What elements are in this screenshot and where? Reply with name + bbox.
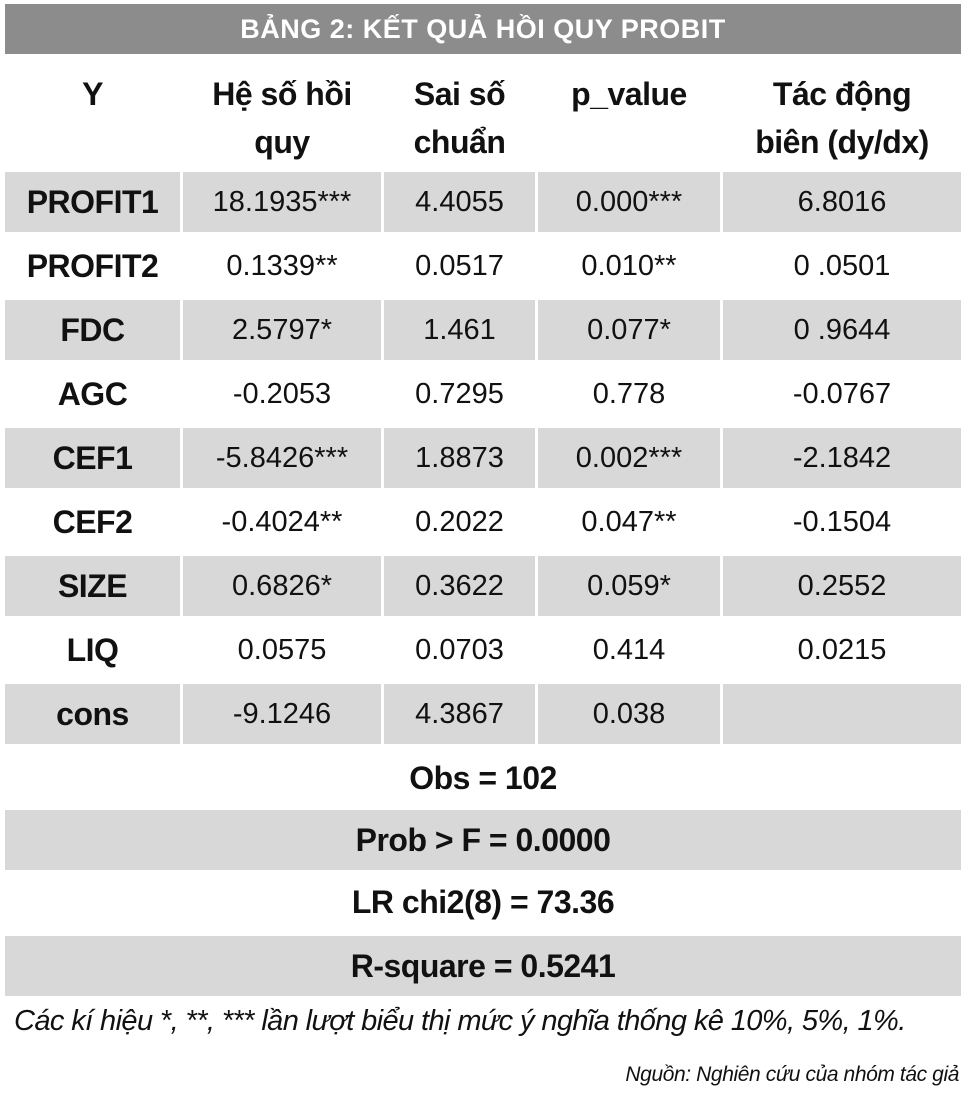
row-marginal-effect: -0.0767 — [792, 377, 892, 410]
table-title: BẢNG 2: KẾT QUẢ HỒI QUY PROBIT — [5, 4, 961, 54]
table-row — [0, 172, 971, 232]
header-coef-line1: Hệ số hồi — [212, 76, 352, 112]
row-p-value: 0.059* — [538, 556, 720, 616]
row-coefficient: 0.6826* — [183, 556, 381, 616]
row-variable: LIQ — [66, 631, 119, 668]
row-coefficient: 2.5797* — [183, 300, 381, 360]
row-marginal-effect: 0.2552 — [723, 556, 961, 616]
header-pvalue-line1: p_value — [571, 76, 687, 112]
row-p-value: 0.778 — [592, 377, 666, 410]
row-std-error: 0.2022 — [415, 505, 504, 538]
row-coefficient: -0.4024** — [221, 505, 343, 538]
table-row — [0, 492, 971, 552]
header-se-line2: chuẩn — [413, 124, 506, 160]
row-std-error: 0.0703 — [415, 633, 504, 666]
table-row — [0, 684, 971, 744]
row-variable: FDC — [5, 300, 180, 360]
row-marginal-effect: -2.1842 — [723, 428, 961, 488]
header-dydx-line1: Tác động — [772, 76, 912, 112]
row-p-value: 0.000*** — [538, 172, 720, 232]
header-pvalue — [538, 70, 720, 170]
row-marginal-effect: 6.8016 — [723, 172, 961, 232]
row-coefficient: 0.1339** — [226, 249, 338, 282]
row-std-error: 4.4055 — [384, 172, 535, 232]
header-y — [5, 70, 180, 170]
row-p-value: 0.414 — [592, 633, 666, 666]
table-row — [0, 236, 971, 296]
row-std-error: 0.7295 — [415, 377, 504, 410]
table-row — [0, 556, 971, 616]
row-marginal-effect — [723, 684, 961, 744]
row-coefficient: -0.2053 — [232, 377, 332, 410]
row-variable: CEF2 — [52, 503, 133, 540]
row-marginal-effect: 0 .9644 — [723, 300, 961, 360]
row-coefficient: 18.1935*** — [183, 172, 381, 232]
header-se-line1: Sai số — [413, 76, 506, 112]
row-marginal-effect: 0.0215 — [797, 633, 887, 666]
header-dydx — [723, 70, 961, 170]
summary-prob-f: Prob > F = 0.0000 — [5, 810, 961, 870]
row-variable: PROFIT2 — [26, 247, 159, 284]
row-std-error: 0.0517 — [415, 249, 504, 282]
row-marginal-effect: -0.1504 — [792, 505, 892, 538]
source-citation: Nguồn: Nghiên cứu của nhóm tác giả — [625, 1063, 959, 1086]
summary-lr-chi2: LR chi2(8) = 73.36 — [351, 883, 615, 920]
table-row — [0, 300, 971, 360]
row-p-value: 0.047** — [581, 505, 677, 538]
row-p-value: 0.077* — [538, 300, 720, 360]
row-p-value: 0.002*** — [538, 428, 720, 488]
row-std-error: 0.3622 — [384, 556, 535, 616]
row-coefficient: -5.8426*** — [183, 428, 381, 488]
row-variable: cons — [5, 684, 180, 744]
header-dydx-line2: biên (dy/dx) — [755, 124, 929, 160]
header-y-line1: Y — [82, 76, 103, 112]
row-p-value: 0.038 — [538, 684, 720, 744]
table-row — [0, 620, 971, 680]
row-coefficient: -9.1246 — [183, 684, 381, 744]
significance-note: Các kí hiệu *, **, *** lần lượt biểu thị mức ý nghĩa thống kê 10%, 5%, 1%. — [14, 1005, 906, 1037]
row-coefficient: 0.0575 — [237, 633, 327, 666]
header-se — [384, 70, 535, 170]
table-row — [0, 364, 971, 424]
row-variable: CEF1 — [5, 428, 180, 488]
header-coef-line2: quy — [254, 124, 310, 160]
row-variable: PROFIT1 — [5, 172, 180, 232]
row-std-error: 1.8873 — [384, 428, 535, 488]
row-variable: AGC — [57, 375, 128, 412]
table-row — [0, 428, 971, 488]
row-marginal-effect: 0 .0501 — [793, 249, 891, 282]
row-std-error: 1.461 — [384, 300, 535, 360]
row-p-value: 0.010** — [581, 249, 677, 282]
summary-r-square: R-square = 0.5241 — [5, 936, 961, 996]
header-coef — [183, 70, 381, 170]
summary-observations: Obs = 102 — [409, 759, 557, 796]
row-variable: SIZE — [5, 556, 180, 616]
row-std-error: 4.3867 — [384, 684, 535, 744]
